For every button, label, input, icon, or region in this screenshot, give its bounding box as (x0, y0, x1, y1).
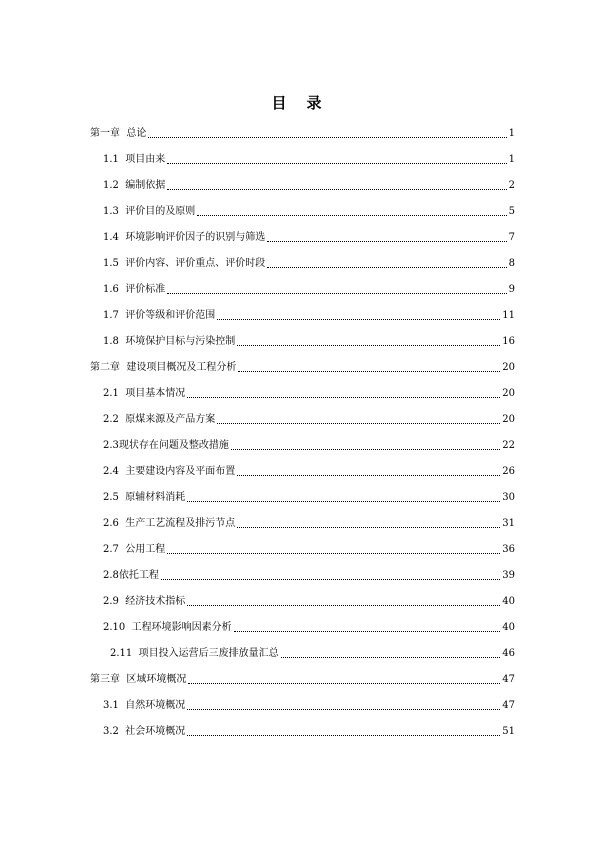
dot-leader (167, 553, 500, 554)
toc-entry[interactable] (103, 566, 515, 582)
toc-entry[interactable] (103, 228, 515, 244)
dot-leader (217, 319, 500, 320)
toc-entry[interactable] (90, 670, 515, 686)
toc-entry-number: 第一章 (90, 128, 120, 139)
toc-entry-number: 1.8 (103, 336, 119, 347)
toc-entry-number: 2.8 (103, 570, 119, 581)
toc-entry-label: 评价等级和评价范围 (125, 310, 216, 321)
toc-entry[interactable] (90, 358, 515, 374)
toc-entry[interactable] (103, 384, 515, 400)
dot-leader (187, 501, 500, 502)
toc-entry-number: 1.2 (103, 180, 119, 191)
toc-entry-label: 主要建设内容及平面布置 (125, 466, 236, 477)
toc-entry-page-number: 20 (502, 388, 515, 399)
toc-entry-label: 社会环境概况 (125, 726, 186, 737)
dot-leader (187, 735, 500, 736)
toc-entry[interactable] (90, 124, 515, 140)
dot-leader (167, 163, 506, 164)
toc-entry-label: 建设项目概况及工程分析 (126, 362, 237, 373)
toc-entry-label: 生产工艺流程及排污节点 (125, 518, 236, 529)
toc-entry-number: 1.5 (103, 258, 119, 269)
toc-entry-page-number: 8 (508, 258, 515, 269)
toc-entry-label: 现状存在问题及整改措施 (118, 440, 229, 451)
toc-entry-label: 项目基本情况 (125, 388, 186, 399)
toc-entry-label: 编制依据 (125, 180, 166, 191)
toc-entry-number: 2.10 (103, 622, 126, 633)
toc-entry-page-number: 40 (502, 622, 515, 633)
toc-entry[interactable] (103, 332, 515, 348)
toc-entry-number: 2.4 (103, 466, 119, 477)
toc-entry-label: 项目由来 (125, 154, 166, 165)
toc-entry[interactable] (103, 462, 515, 478)
toc-entry-number: 3.1 (103, 700, 119, 711)
toc-title-char-1: 目 (271, 94, 289, 112)
toc-entry[interactable] (103, 410, 515, 426)
toc-entry-page-number: 9 (508, 284, 515, 295)
toc-entry-number: 1.6 (103, 284, 119, 295)
toc-entry[interactable] (103, 722, 515, 738)
toc-entry-label: 评价标准 (125, 284, 166, 295)
toc-entry-page-number: 1 (508, 154, 515, 165)
dot-leader (267, 241, 506, 242)
dot-leader (217, 423, 500, 424)
dot-leader (237, 475, 500, 476)
toc-entry[interactable] (103, 306, 515, 322)
toc-entry-page-number: 40 (502, 596, 515, 607)
toc-entry-number: 1.7 (103, 310, 119, 321)
toc-entry-number: 第三章 (90, 674, 120, 685)
toc-entry-number: 1.4 (103, 232, 119, 243)
toc-entry-page-number: 31 (502, 518, 515, 529)
toc-entry-page-number: 26 (502, 466, 515, 477)
toc-entry-label: 工程环境影响因素分析 (131, 622, 232, 633)
toc-entry-number: 2.5 (103, 492, 119, 503)
toc-entry-label: 原辅材料消耗 (125, 492, 186, 503)
toc-entry-number: 2.9 (103, 596, 119, 607)
dot-leader (167, 293, 506, 294)
toc-entry-label: 环境保护目标与污染控制 (125, 336, 236, 347)
toc-entry[interactable] (103, 176, 515, 192)
toc-entry-label: 公用工程 (125, 544, 166, 555)
toc-title-char-2: 录 (306, 94, 324, 112)
toc-entry-page-number: 36 (502, 544, 515, 555)
dot-leader (237, 527, 500, 528)
dot-leader (187, 709, 500, 710)
dot-leader (187, 397, 500, 398)
toc-entry-label: 自然环境概况 (125, 700, 186, 711)
toc-entry-number: 1.3 (103, 206, 119, 217)
toc-entry-number: 2.2 (103, 414, 119, 425)
toc-entry-page-number: 1 (508, 128, 515, 139)
toc-entry-page-number: 22 (502, 440, 515, 451)
toc-entry-label: 环境影响评价因子的识别与筛选 (125, 232, 266, 243)
toc-entry-page-number: 20 (502, 414, 515, 425)
toc-entry-page-number: 47 (502, 700, 515, 711)
dot-leader (197, 215, 506, 216)
toc-entry-number: 2.7 (103, 544, 119, 555)
toc-entry[interactable] (110, 644, 515, 660)
toc-entry-page-number: 11 (502, 310, 515, 321)
toc-entry-number: 1.1 (103, 154, 119, 165)
dot-leader (231, 449, 500, 450)
toc-entry-label: 评价目的及原则 (125, 206, 196, 217)
toc-entry[interactable] (103, 618, 515, 634)
toc-entry-label: 经济技术指标 (125, 596, 186, 607)
dot-leader (167, 189, 506, 190)
toc-entry-number: 2.1 (103, 388, 119, 399)
toc-entry-page-number: 20 (502, 362, 515, 373)
toc-entry-page-number: 30 (502, 492, 515, 503)
toc-entry-page-number: 47 (502, 674, 515, 685)
toc-entry-label: 区域环境概况 (126, 674, 187, 685)
dot-leader (188, 683, 500, 684)
toc-entry-page-number: 7 (508, 232, 515, 243)
toc-entry-number: 2.6 (103, 518, 119, 529)
toc-entry-label: 原煤来源及产品方案 (125, 414, 216, 425)
toc-entry[interactable] (103, 280, 515, 296)
toc-title (0, 92, 595, 113)
toc-entry-number: 第二章 (90, 362, 120, 373)
toc-entry-label: 总论 (126, 128, 147, 139)
toc-entry-page-number: 16 (502, 336, 515, 347)
toc-entry-page-number: 51 (502, 726, 515, 737)
dot-leader (267, 267, 506, 268)
toc-entry-number: 2.3 (103, 440, 119, 451)
toc-entry-page-number: 46 (502, 648, 515, 659)
toc-entry[interactable] (103, 592, 515, 608)
dot-leader (237, 345, 500, 346)
dot-leader (148, 137, 506, 138)
toc-entry-page-number: 5 (508, 206, 515, 217)
toc-entry-number: 3.2 (103, 726, 119, 737)
toc-entry[interactable] (103, 696, 515, 712)
toc-entry-page-number: 2 (508, 180, 515, 191)
toc-entry[interactable] (103, 202, 515, 218)
toc-entry[interactable] (103, 436, 515, 452)
toc-entry-label: 依托工程 (118, 570, 159, 581)
dot-leader (234, 631, 501, 632)
dot-leader (187, 605, 500, 606)
dot-leader (161, 579, 500, 580)
toc-entry[interactable] (103, 488, 515, 504)
toc-entry-number: 2.11 (110, 648, 133, 659)
toc-entry-label: 项目投入运营后三废排放量汇总 (138, 648, 279, 659)
toc-entry[interactable] (103, 514, 515, 530)
toc-entry[interactable] (103, 150, 515, 166)
dot-leader (238, 371, 500, 372)
toc-entry[interactable] (103, 254, 515, 270)
toc-entry-label: 评价内容、评价重点、评价时段 (125, 258, 266, 269)
toc-entry[interactable] (103, 540, 515, 556)
toc-entry-page-number: 39 (502, 570, 515, 581)
dot-leader (281, 657, 501, 658)
